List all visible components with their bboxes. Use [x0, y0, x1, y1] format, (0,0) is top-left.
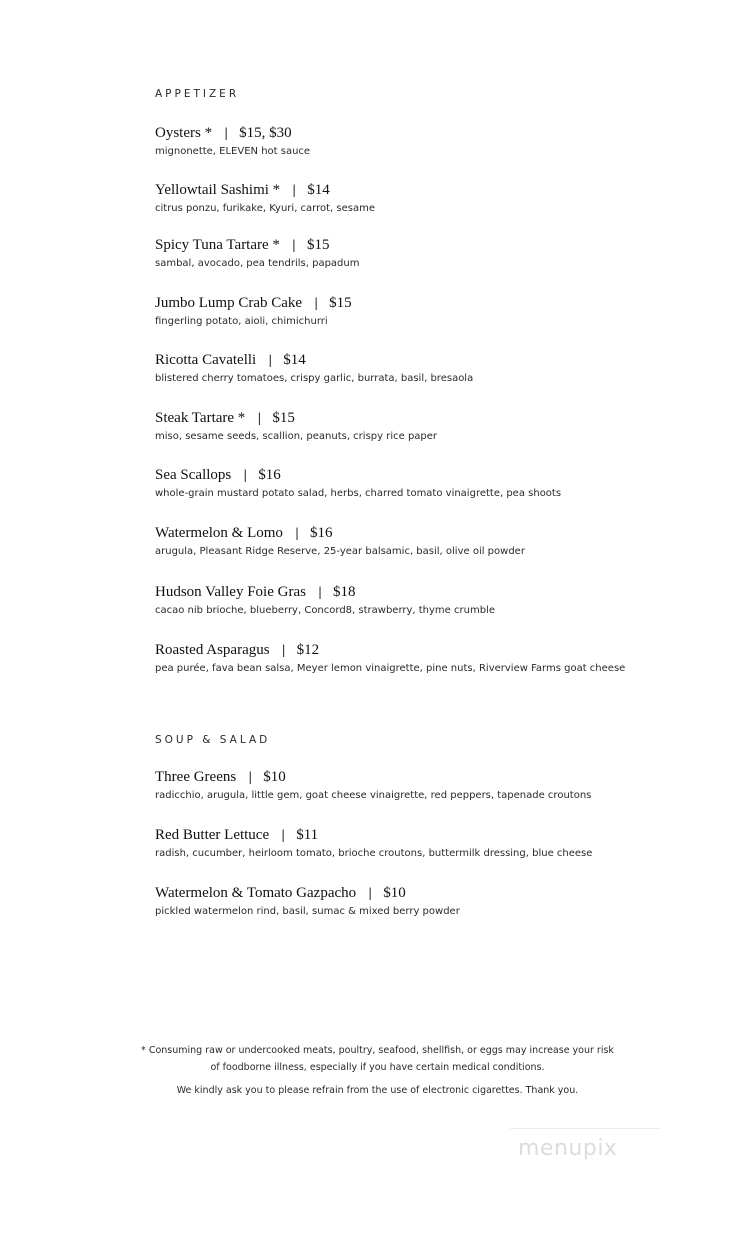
item-description: pea purée, fava bean salsa, Meyer lemon vinaigrette, pine nuts, Riverview Farms goat cheese — [155, 663, 626, 674]
menu-item — [155, 181, 715, 216]
item-title — [155, 294, 715, 312]
item-name: Steak Tartare * — [155, 410, 246, 426]
item-name: Oysters * — [155, 125, 213, 141]
item-price: $15 — [329, 295, 352, 311]
item-title — [155, 826, 715, 844]
item-title — [155, 181, 715, 199]
menu-item — [155, 466, 715, 501]
item-name: Three Greens — [155, 769, 237, 785]
item-description: cacao nib brioche, blueberry, Concord8, strawberry, thyme crumble — [155, 605, 495, 616]
item-description: citrus ponzu, furikake, Kyuri, carrot, sesame — [155, 203, 375, 214]
item-separator: | — [292, 183, 297, 197]
item-price: $10 — [383, 885, 406, 901]
item-title — [155, 351, 715, 369]
item-separator: | — [243, 468, 248, 482]
item-name: Watermelon & Tomato Gazpacho — [155, 885, 357, 901]
menu-item — [155, 351, 715, 386]
menu-item — [155, 124, 715, 159]
item-description: radicchio, arugula, little gem, goat cheese vinaigrette, red peppers, tapenade croutons — [155, 790, 592, 801]
item-name: Ricotta Cavatelli — [155, 352, 257, 368]
item-name: Hudson Valley Foie Gras — [155, 584, 306, 600]
item-separator: | — [294, 526, 299, 540]
disclaimer-line-2: of foodborne illness, especially if you have certain medical conditions. — [210, 1062, 545, 1073]
menu-item — [155, 583, 715, 618]
item-price: $15 — [272, 410, 295, 426]
item-description: whole-grain mustard potato salad, herbs, charred tomato vinaigrette, pea shoots — [155, 488, 562, 499]
menu-item — [155, 641, 715, 676]
item-separator: | — [291, 238, 296, 252]
item-description: pickled watermelon rind, basil, sumac & mixed berry powder — [155, 906, 460, 917]
item-separator: | — [281, 643, 286, 657]
item-name: Watermelon & Lomo — [155, 525, 283, 541]
item-description: miso, sesame seeds, scallion, peanuts, crispy rice paper — [155, 431, 438, 442]
item-title — [155, 466, 715, 484]
watermark-text: menupix — [518, 1136, 618, 1161]
item-price: $11 — [296, 827, 319, 843]
item-separator: | — [314, 296, 319, 310]
item-description: arugula, Pleasant Ridge Reserve, 25-year balsamic, basil, olive oil powder — [155, 546, 525, 557]
item-separator: | — [248, 770, 253, 784]
item-title — [155, 524, 715, 542]
menu-item — [155, 768, 715, 803]
item-name: Spicy Tuna Tartare * — [155, 237, 280, 253]
item-name: Jumbo Lump Crab Cake — [155, 295, 303, 311]
item-separator: | — [368, 886, 373, 900]
menu-item — [155, 236, 715, 271]
item-separator: | — [281, 828, 286, 842]
item-price: $14 — [307, 182, 330, 198]
item-price: $10 — [263, 769, 286, 785]
item-separator: | — [224, 126, 229, 140]
section-heading-appetizer: APPETIZER — [155, 88, 240, 100]
item-title — [155, 884, 715, 902]
item-separator: | — [317, 585, 323, 599]
item-description: radish, cucumber, heirloom tomato, brioche croutons, buttermilk dressing, blue cheese — [155, 848, 593, 859]
item-price: $16 — [258, 467, 281, 483]
item-separator: | — [257, 411, 262, 425]
item-description: mignonette, ELEVEN hot sauce — [155, 146, 311, 157]
item-title — [155, 409, 715, 427]
menu-item — [155, 826, 715, 861]
item-description: fingerling potato, aioli, chimichurri — [155, 316, 328, 327]
watermark-rule — [510, 1128, 660, 1129]
menu-item — [155, 884, 715, 919]
menu-item — [155, 294, 715, 329]
item-description: sambal, avocado, pea tendrils, papadum — [155, 258, 360, 269]
item-price: $15 — [306, 237, 330, 253]
menu-item — [155, 409, 715, 444]
watermark-logo — [510, 1128, 660, 1172]
item-name: Sea Scallops — [155, 467, 232, 483]
disclaimer — [100, 1042, 655, 1076]
disclaimer-line-1: * Consuming raw or undercooked meats, poultry, seafood, shellfish, or eggs may increase your risk — [141, 1045, 614, 1056]
e-cigarette-notice: We kindly ask you to please refrain from the use of electronic cigarettes. Thank you. — [176, 1085, 579, 1096]
item-title — [155, 641, 715, 659]
item-price: $15, $30 — [239, 125, 292, 141]
item-title — [155, 768, 715, 786]
section-heading-soup-salad: SOUP & SALAD — [155, 734, 271, 746]
item-name: Yellowtail Sashimi * — [155, 182, 281, 198]
item-title — [155, 236, 715, 254]
item-description: blistered cherry tomatoes, crispy garlic, burrata, basil, bresaola — [155, 373, 474, 384]
item-price: $14 — [283, 352, 306, 368]
item-name: Roasted Asparagus — [155, 642, 270, 658]
item-name: Red Butter Lettuce — [155, 827, 270, 843]
item-price: $16 — [309, 525, 333, 541]
item-price: $12 — [296, 642, 320, 658]
item-title — [155, 124, 715, 142]
item-price: $18 — [333, 584, 356, 600]
item-separator: | — [268, 353, 273, 367]
item-title — [155, 583, 715, 601]
menu-item — [155, 524, 715, 559]
